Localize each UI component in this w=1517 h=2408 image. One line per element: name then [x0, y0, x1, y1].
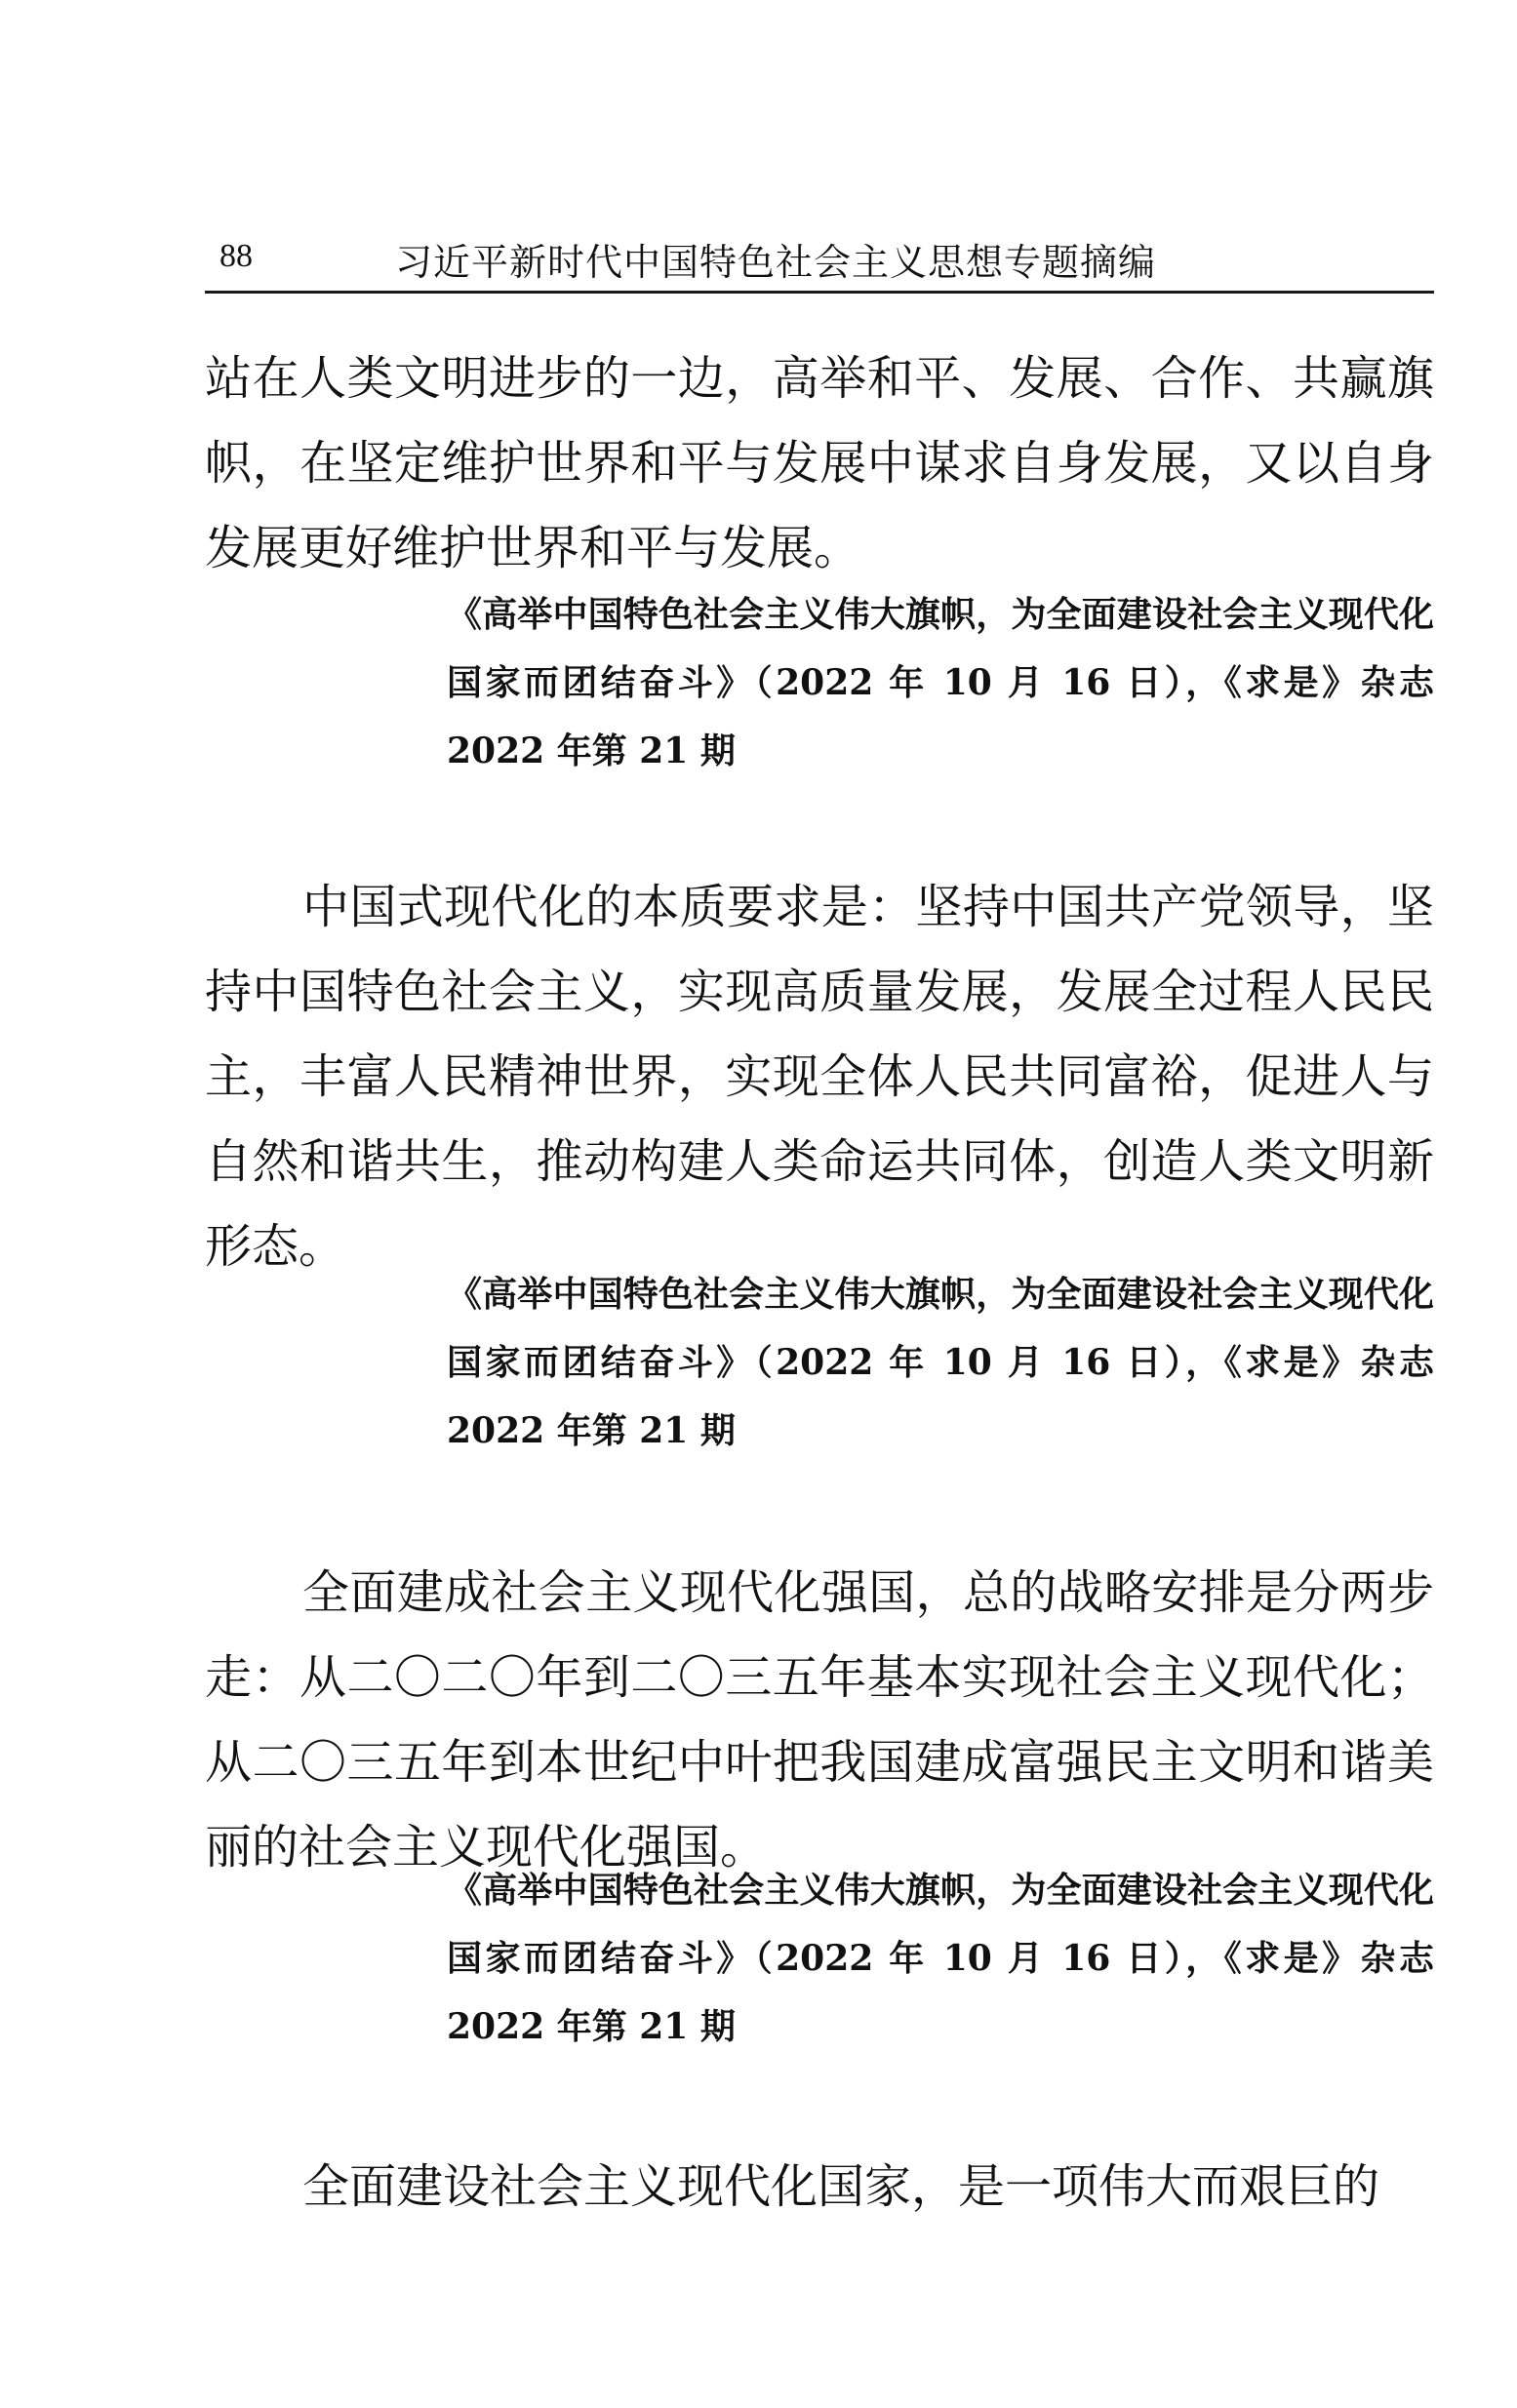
paragraph-2	[205, 865, 1434, 1289]
paragraph-text: 站在人类文明进步的一边，高举和平、发展、合作、共赢旗帜，在坚定维护世界和平与发展中谋求自身发展，又以自身发展更好维护世界和平与发展。	[205, 351, 1434, 575]
citation-1: 《高举中国特色社会主义伟大旗帜，为全面建设社会主义现代化国家而团结奋斗》（2022 年 10 月 16 日），《求是》杂志 2022 年第 21 期	[447, 594, 1434, 771]
paragraph-4	[205, 2145, 1434, 2230]
citation-3: 《高举中国特色社会主义伟大旗帜，为全面建设社会主义现代化国家而团结奋斗》（2022 年 10 月 16 日），《求是》杂志 2022 年第 21 期	[447, 1870, 1434, 2047]
running-title: 习近平新时代中国特色社会主义思想专题摘编	[395, 241, 1157, 284]
citation-2: 《高举中国特色社会主义伟大旗帜，为全面建设社会主义现代化国家而团结奋斗》（2022 年 10 月 16 日），《求是》杂志 2022 年第 21 期	[447, 1274, 1434, 1451]
paragraph-text: 全面建设社会主义现代化国家，是一项伟大而艰巨的	[302, 2159, 1380, 2214]
page-number: 88	[220, 238, 253, 274]
page-header	[205, 232, 1434, 294]
paragraph-text: 中国式现代化的本质要求是：坚持中国共产党领导，坚持中国特色社会主义，实现高质量发展，发展全过程人民民主，丰富人民精神世界，实现全体人民共同富裕，促进人与自然和谐共生，推动构建人类命运共同体，创造人类文明新形态。	[205, 880, 1434, 1274]
paragraph-1	[205, 336, 1434, 591]
paragraph-text: 全面建成社会主义现代化强国，总的战略安排是分两步走：从二〇二〇年到二〇三五年基本实现社会主义现代化；从二〇三五年到本世纪中叶把我国建成富强民主文明和谐美丽的社会主义现代化强国。	[205, 1565, 1434, 1875]
paragraph-3	[205, 1551, 1434, 1890]
